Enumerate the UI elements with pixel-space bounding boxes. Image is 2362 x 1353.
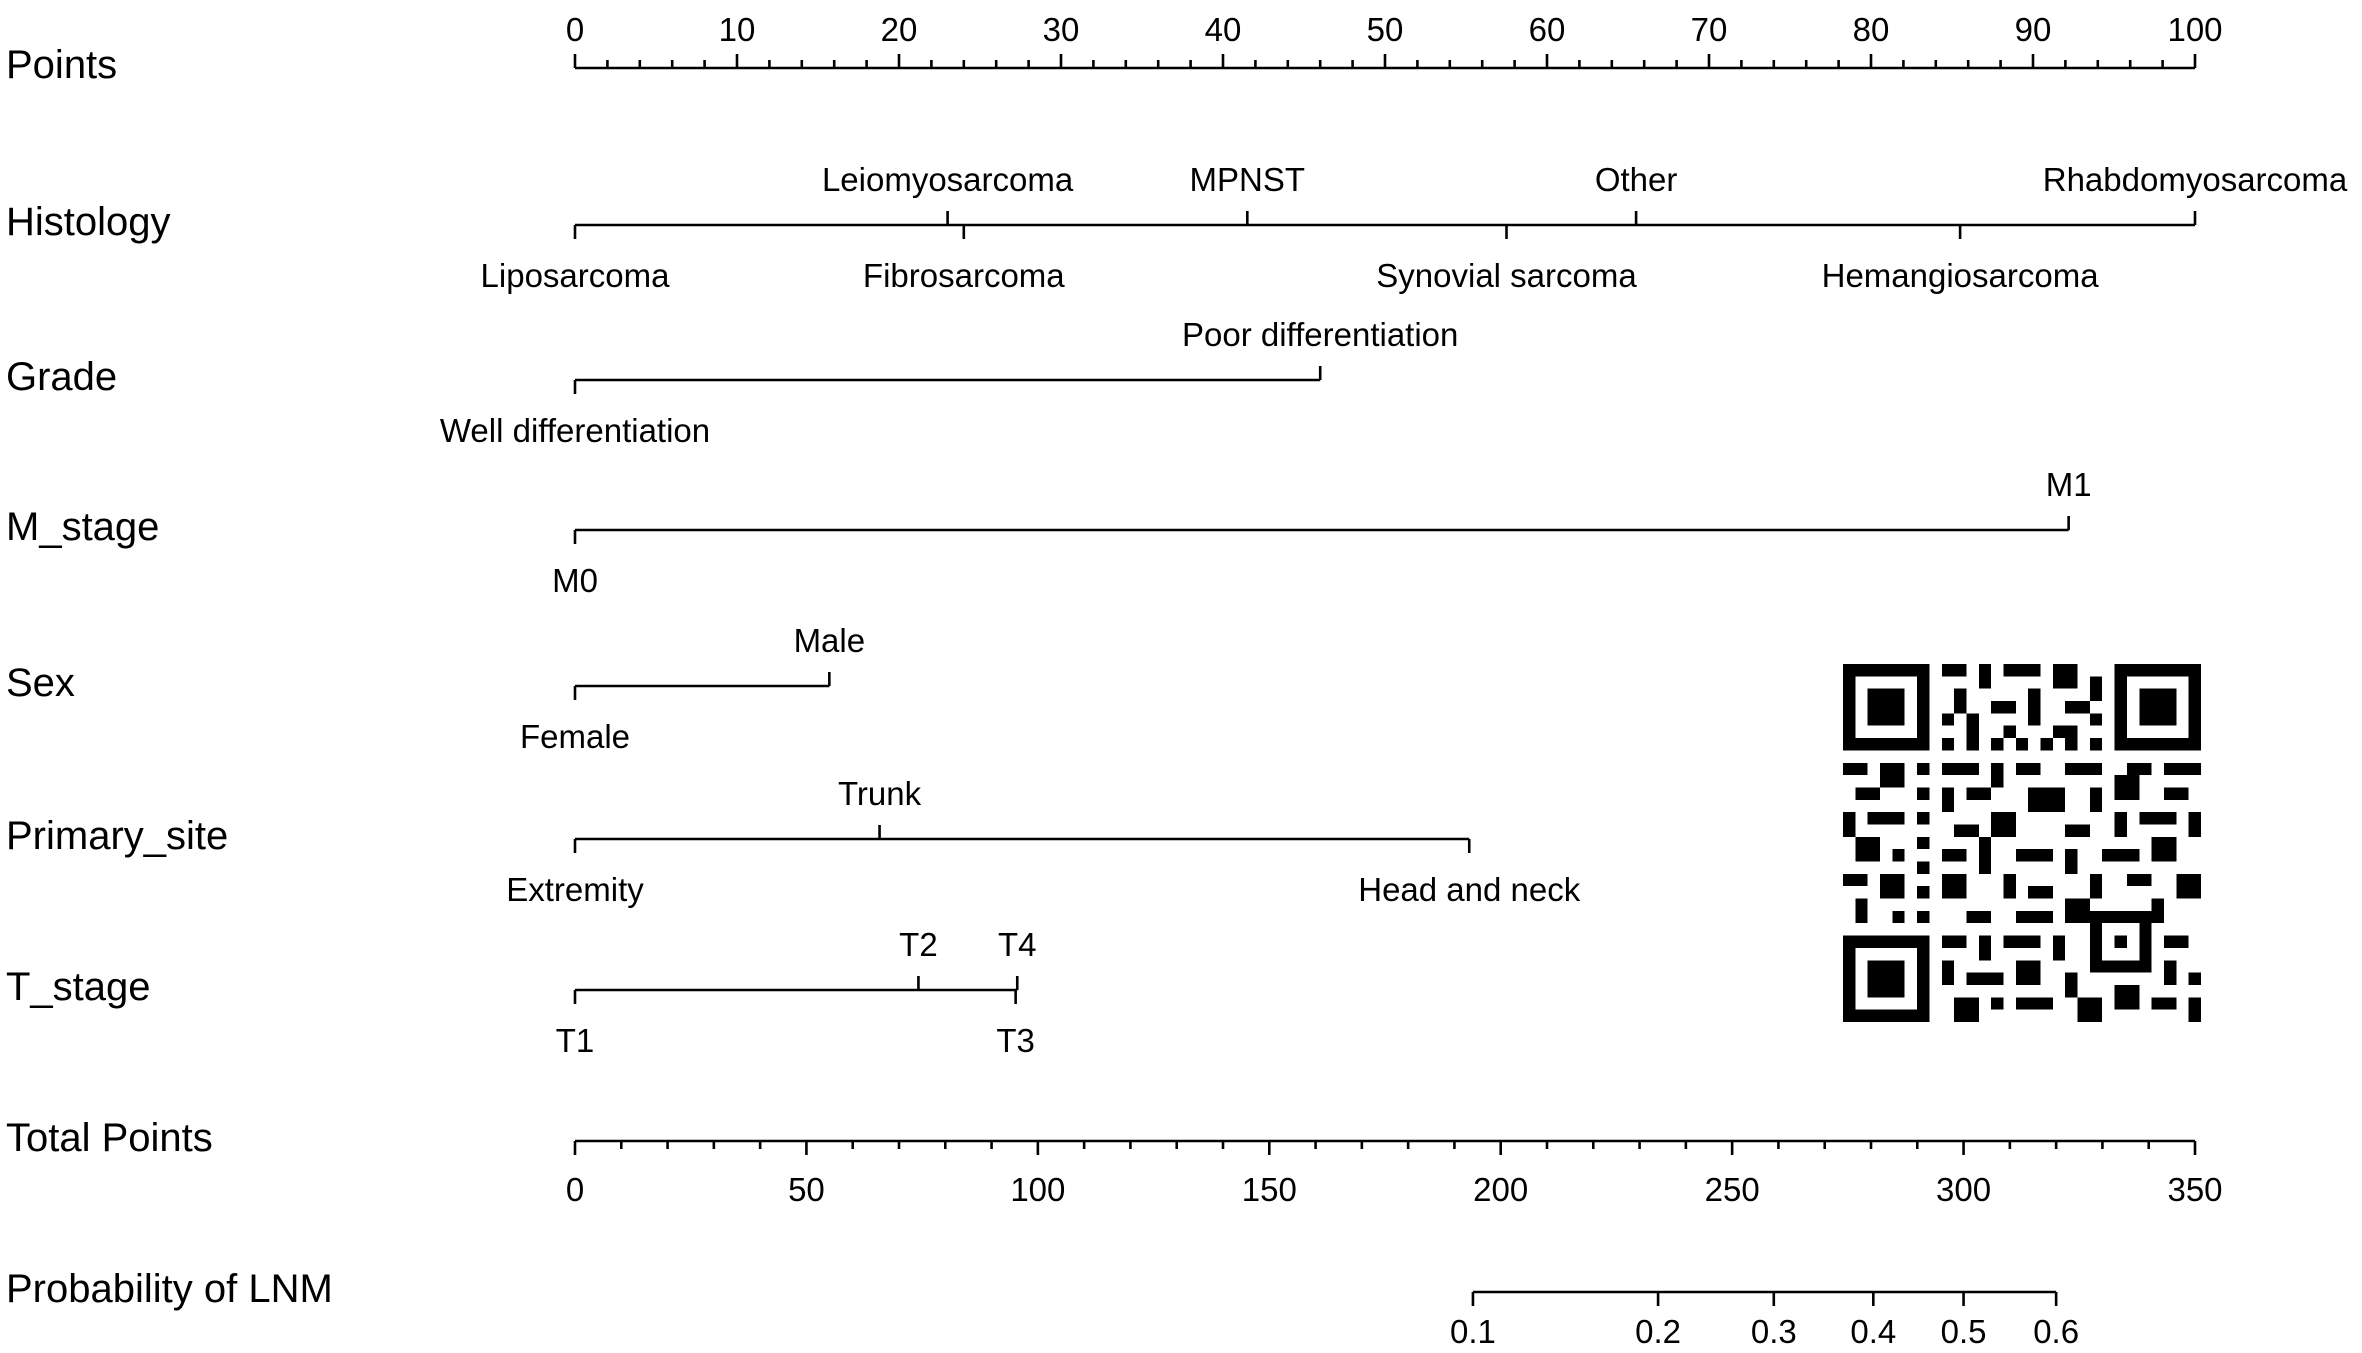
total-points-tick-label: 100 xyxy=(1010,1171,1066,1208)
points-tick-label: 10 xyxy=(718,11,756,48)
category-label: Poor differentiation xyxy=(1181,316,1459,353)
category-label: MPNST xyxy=(1189,161,1306,198)
points-tick-label: 60 xyxy=(1528,11,1566,48)
category-label: Liposarcoma xyxy=(480,257,670,294)
total-points-tick-label: 350 xyxy=(2167,1171,2223,1208)
variable-row-title: M_stage xyxy=(6,505,160,549)
total-points-tick-label: 150 xyxy=(1241,1171,1297,1208)
variable-row-title: Sex xyxy=(6,661,75,705)
probability-tick-label: 0.4 xyxy=(1850,1313,1897,1350)
total-points-row-title: Total Points xyxy=(6,1116,213,1160)
category-label: Rhabdomyosarcoma xyxy=(2042,161,2348,198)
probability-tick-label: 0.2 xyxy=(1635,1313,1682,1350)
category-label: T4 xyxy=(998,926,1037,963)
category-label: Male xyxy=(793,622,866,659)
probability-tick-label: 0.1 xyxy=(1450,1313,1496,1350)
category-label: Trunk xyxy=(837,775,922,812)
total-points-tick-label: 250 xyxy=(1704,1171,1760,1208)
category-label: Fibrosarcoma xyxy=(862,257,1065,294)
total-points-tick-label: 200 xyxy=(1473,1171,1529,1208)
probability-row-title: Probability of LNM xyxy=(6,1267,333,1311)
category-label: Hemangiosarcoma xyxy=(1821,257,2099,294)
category-label: Female xyxy=(519,718,631,755)
variable-row-title: Histology xyxy=(6,200,171,244)
category-label: Head and neck xyxy=(1358,871,1581,908)
variable-row-title: T_stage xyxy=(6,965,151,1009)
points-tick-label: 70 xyxy=(1690,11,1728,48)
total-points-tick-label: 50 xyxy=(788,1171,825,1208)
qr-code-icon xyxy=(1843,664,2201,1022)
category-label: M1 xyxy=(2045,466,2092,503)
category-label: T3 xyxy=(996,1022,1035,1059)
variable-row-title: Primary_site xyxy=(6,814,229,858)
category-label: T1 xyxy=(555,1022,595,1059)
probability-tick-label: 0.6 xyxy=(2033,1313,2080,1350)
total-points-tick-label: 300 xyxy=(1936,1171,1992,1208)
points-tick-label: 80 xyxy=(1852,11,1890,48)
category-label: Extremity xyxy=(506,871,644,908)
points-tick-label: 100 xyxy=(2167,11,2223,48)
category-label: Leiomyosarcoma xyxy=(821,161,1074,198)
points-row-title: Points xyxy=(6,43,118,87)
total-points-tick-label: 0 xyxy=(565,1171,585,1208)
category-label: M0 xyxy=(552,562,598,599)
category-label: T2 xyxy=(899,926,938,963)
points-tick-label: 90 xyxy=(2014,11,2052,48)
category-label: Other xyxy=(1594,161,1678,198)
probability-tick-label: 0.3 xyxy=(1750,1313,1797,1350)
points-tick-label: 20 xyxy=(880,11,918,48)
category-label: Well differentiation xyxy=(439,412,711,449)
category-label: Synovial sarcoma xyxy=(1376,257,1637,294)
probability-tick-label: 0.5 xyxy=(1940,1313,1987,1350)
points-tick-label: 0 xyxy=(565,11,585,48)
points-tick-label: 40 xyxy=(1204,11,1242,48)
points-tick-label: 50 xyxy=(1366,11,1404,48)
variable-row-title: Grade xyxy=(6,355,118,399)
points-tick-label: 30 xyxy=(1042,11,1080,48)
